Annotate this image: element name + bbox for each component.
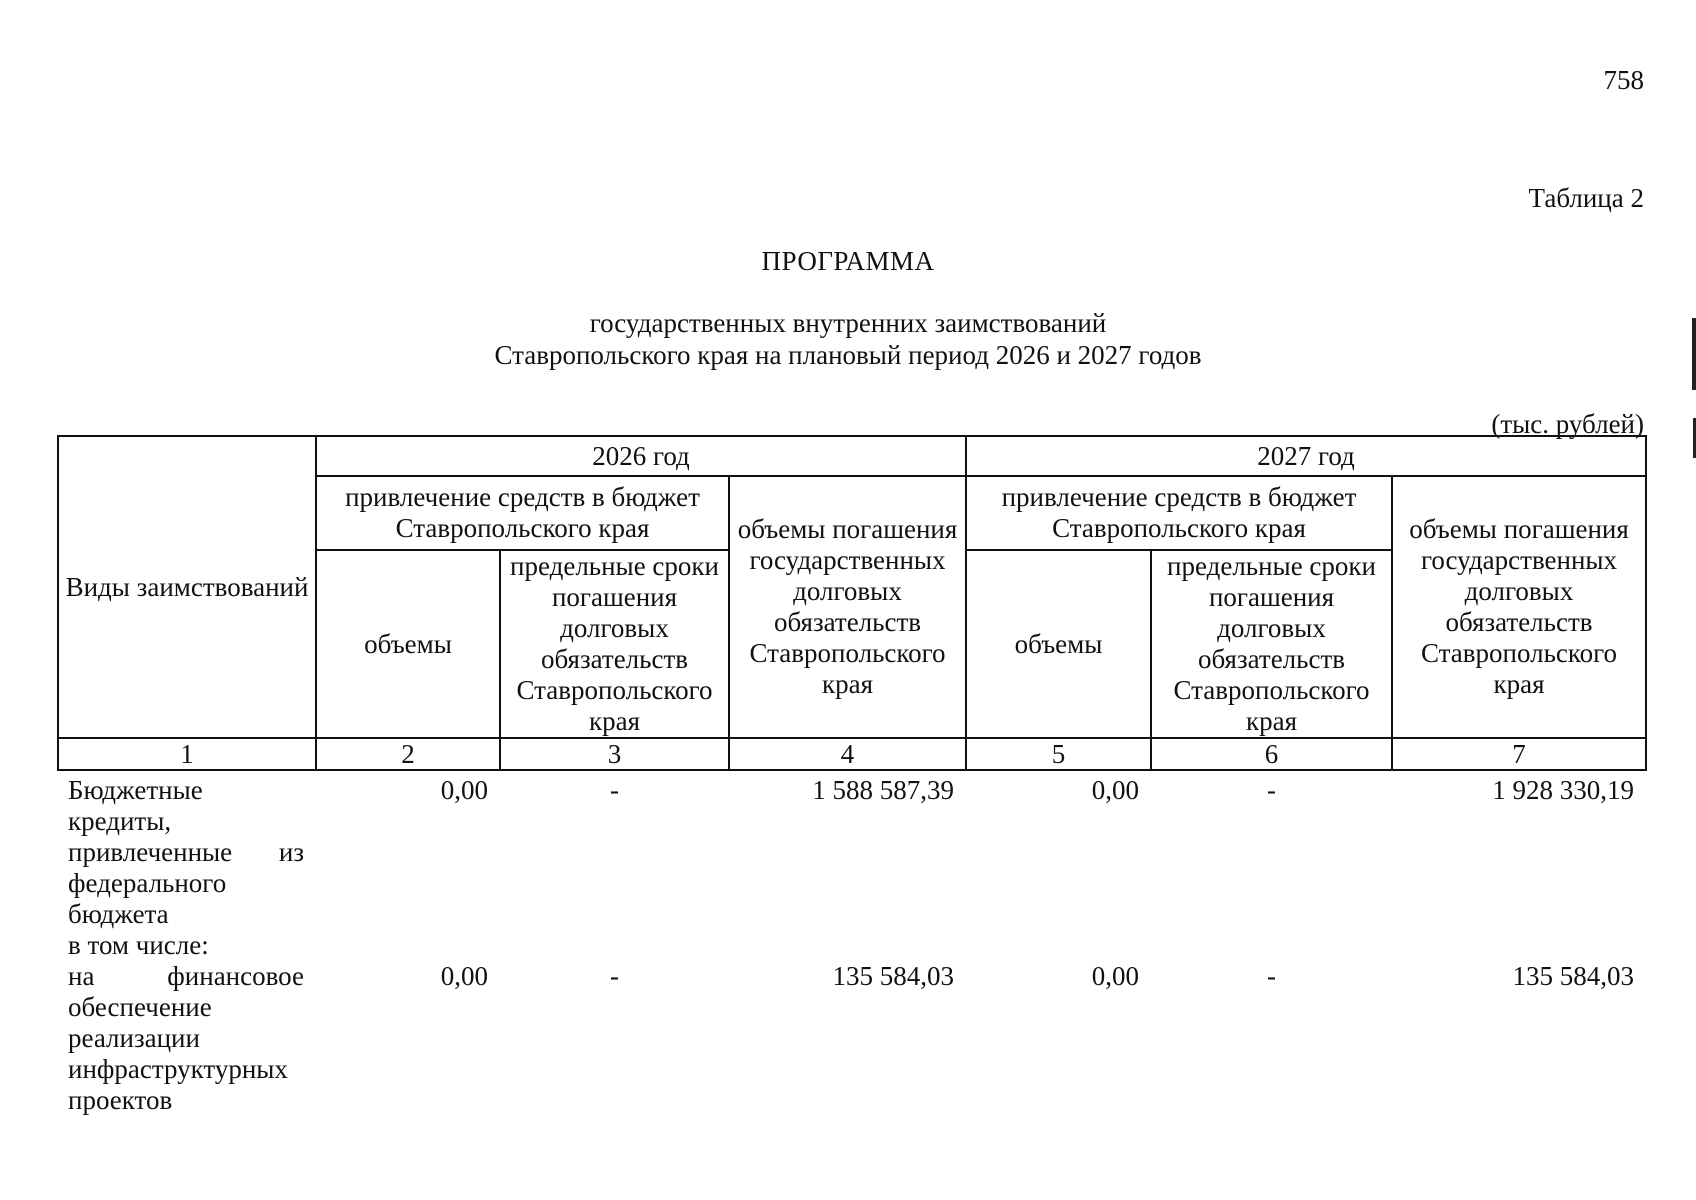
column-number: 2 bbox=[316, 738, 500, 770]
column-number: 3 bbox=[500, 738, 729, 770]
document-subtitle bbox=[0, 307, 1696, 371]
table-row-infrastructure bbox=[58, 961, 1646, 1116]
header-repayment-2026: объемы погашения государственных долговых обязательств Ставропольского края bbox=[729, 476, 966, 738]
repayment-2026 bbox=[729, 930, 966, 961]
scan-edge-mark bbox=[1692, 318, 1696, 390]
header-volumes-2026: объемы bbox=[316, 550, 500, 738]
header-repayment-2027: объемы погашения государственных долговых обязательств Ставропольского края bbox=[1392, 476, 1646, 738]
deadline-2026: - bbox=[610, 961, 619, 991]
repayment-2027: 1 928 330,19 bbox=[1492, 775, 1634, 805]
deadline-2027: - bbox=[1267, 961, 1276, 991]
deadline-2026 bbox=[500, 930, 729, 961]
borrowing-kind: Бюджетные кредиты, привлеченные из федерального бюджета bbox=[68, 775, 304, 929]
table-row-federal-credits bbox=[58, 770, 1646, 930]
deadline-2027 bbox=[1151, 930, 1392, 961]
repayment-2026: 135 584,03 bbox=[832, 961, 954, 991]
repayment-2027 bbox=[1392, 930, 1646, 961]
header-attraction-2026: привлечение средств в бюджет Ставропольского края bbox=[316, 476, 729, 550]
borrowing-kind: на финансовое обеспечение реализации инфраструктурных проектов bbox=[68, 961, 304, 1115]
column-number: 4 bbox=[729, 738, 966, 770]
header-attraction-2027: привлечение средств в бюджет Ставропольского края bbox=[966, 476, 1392, 550]
volume-2026: 0,00 bbox=[440, 961, 488, 991]
column-number: 7 bbox=[1392, 738, 1646, 770]
borrowing-program-table bbox=[57, 435, 1647, 1116]
header-volumes-2027: объемы bbox=[966, 550, 1151, 738]
volume-2027: 0,00 bbox=[1091, 775, 1139, 805]
units-label: (тыс. рублей) bbox=[1491, 409, 1644, 439]
repayment-2026: 1 588 587,39 bbox=[812, 775, 954, 805]
page-number: 758 bbox=[1603, 65, 1644, 95]
header-deadlines-2027: предельные сроки погашения долговых обязательств Ставропольского края bbox=[1151, 550, 1392, 738]
subtitle-line-2: Ставропольского края на плановый период 2026 и 2027 годов bbox=[494, 340, 1202, 370]
borrowing-kind: в том числе: bbox=[68, 930, 209, 960]
volume-2026 bbox=[316, 930, 500, 961]
header-borrowing-kind: Виды заимствований bbox=[58, 436, 316, 738]
column-number: 6 bbox=[1151, 738, 1392, 770]
header-deadlines-2026: предельные сроки погашения долговых обязательств Ставропольского края bbox=[500, 550, 729, 738]
deadline-2027: - bbox=[1267, 775, 1276, 805]
column-number: 1 bbox=[58, 738, 316, 770]
volume-2027 bbox=[966, 930, 1151, 961]
table-row-including bbox=[58, 930, 1646, 961]
header-year-2027: 2027 год bbox=[966, 436, 1646, 476]
repayment-2027: 135 584,03 bbox=[1512, 961, 1634, 991]
column-number: 5 bbox=[966, 738, 1151, 770]
header-year-2026: 2026 год bbox=[316, 436, 966, 476]
table-label: Таблица 2 bbox=[1528, 183, 1644, 213]
deadline-2026: - bbox=[610, 775, 619, 805]
document-title: ПРОГРАММА bbox=[761, 246, 935, 276]
volume-2027: 0,00 bbox=[1091, 961, 1139, 991]
subtitle-line-1: государственных внутренних заимствований bbox=[589, 308, 1107, 338]
volume-2026: 0,00 bbox=[440, 775, 488, 805]
